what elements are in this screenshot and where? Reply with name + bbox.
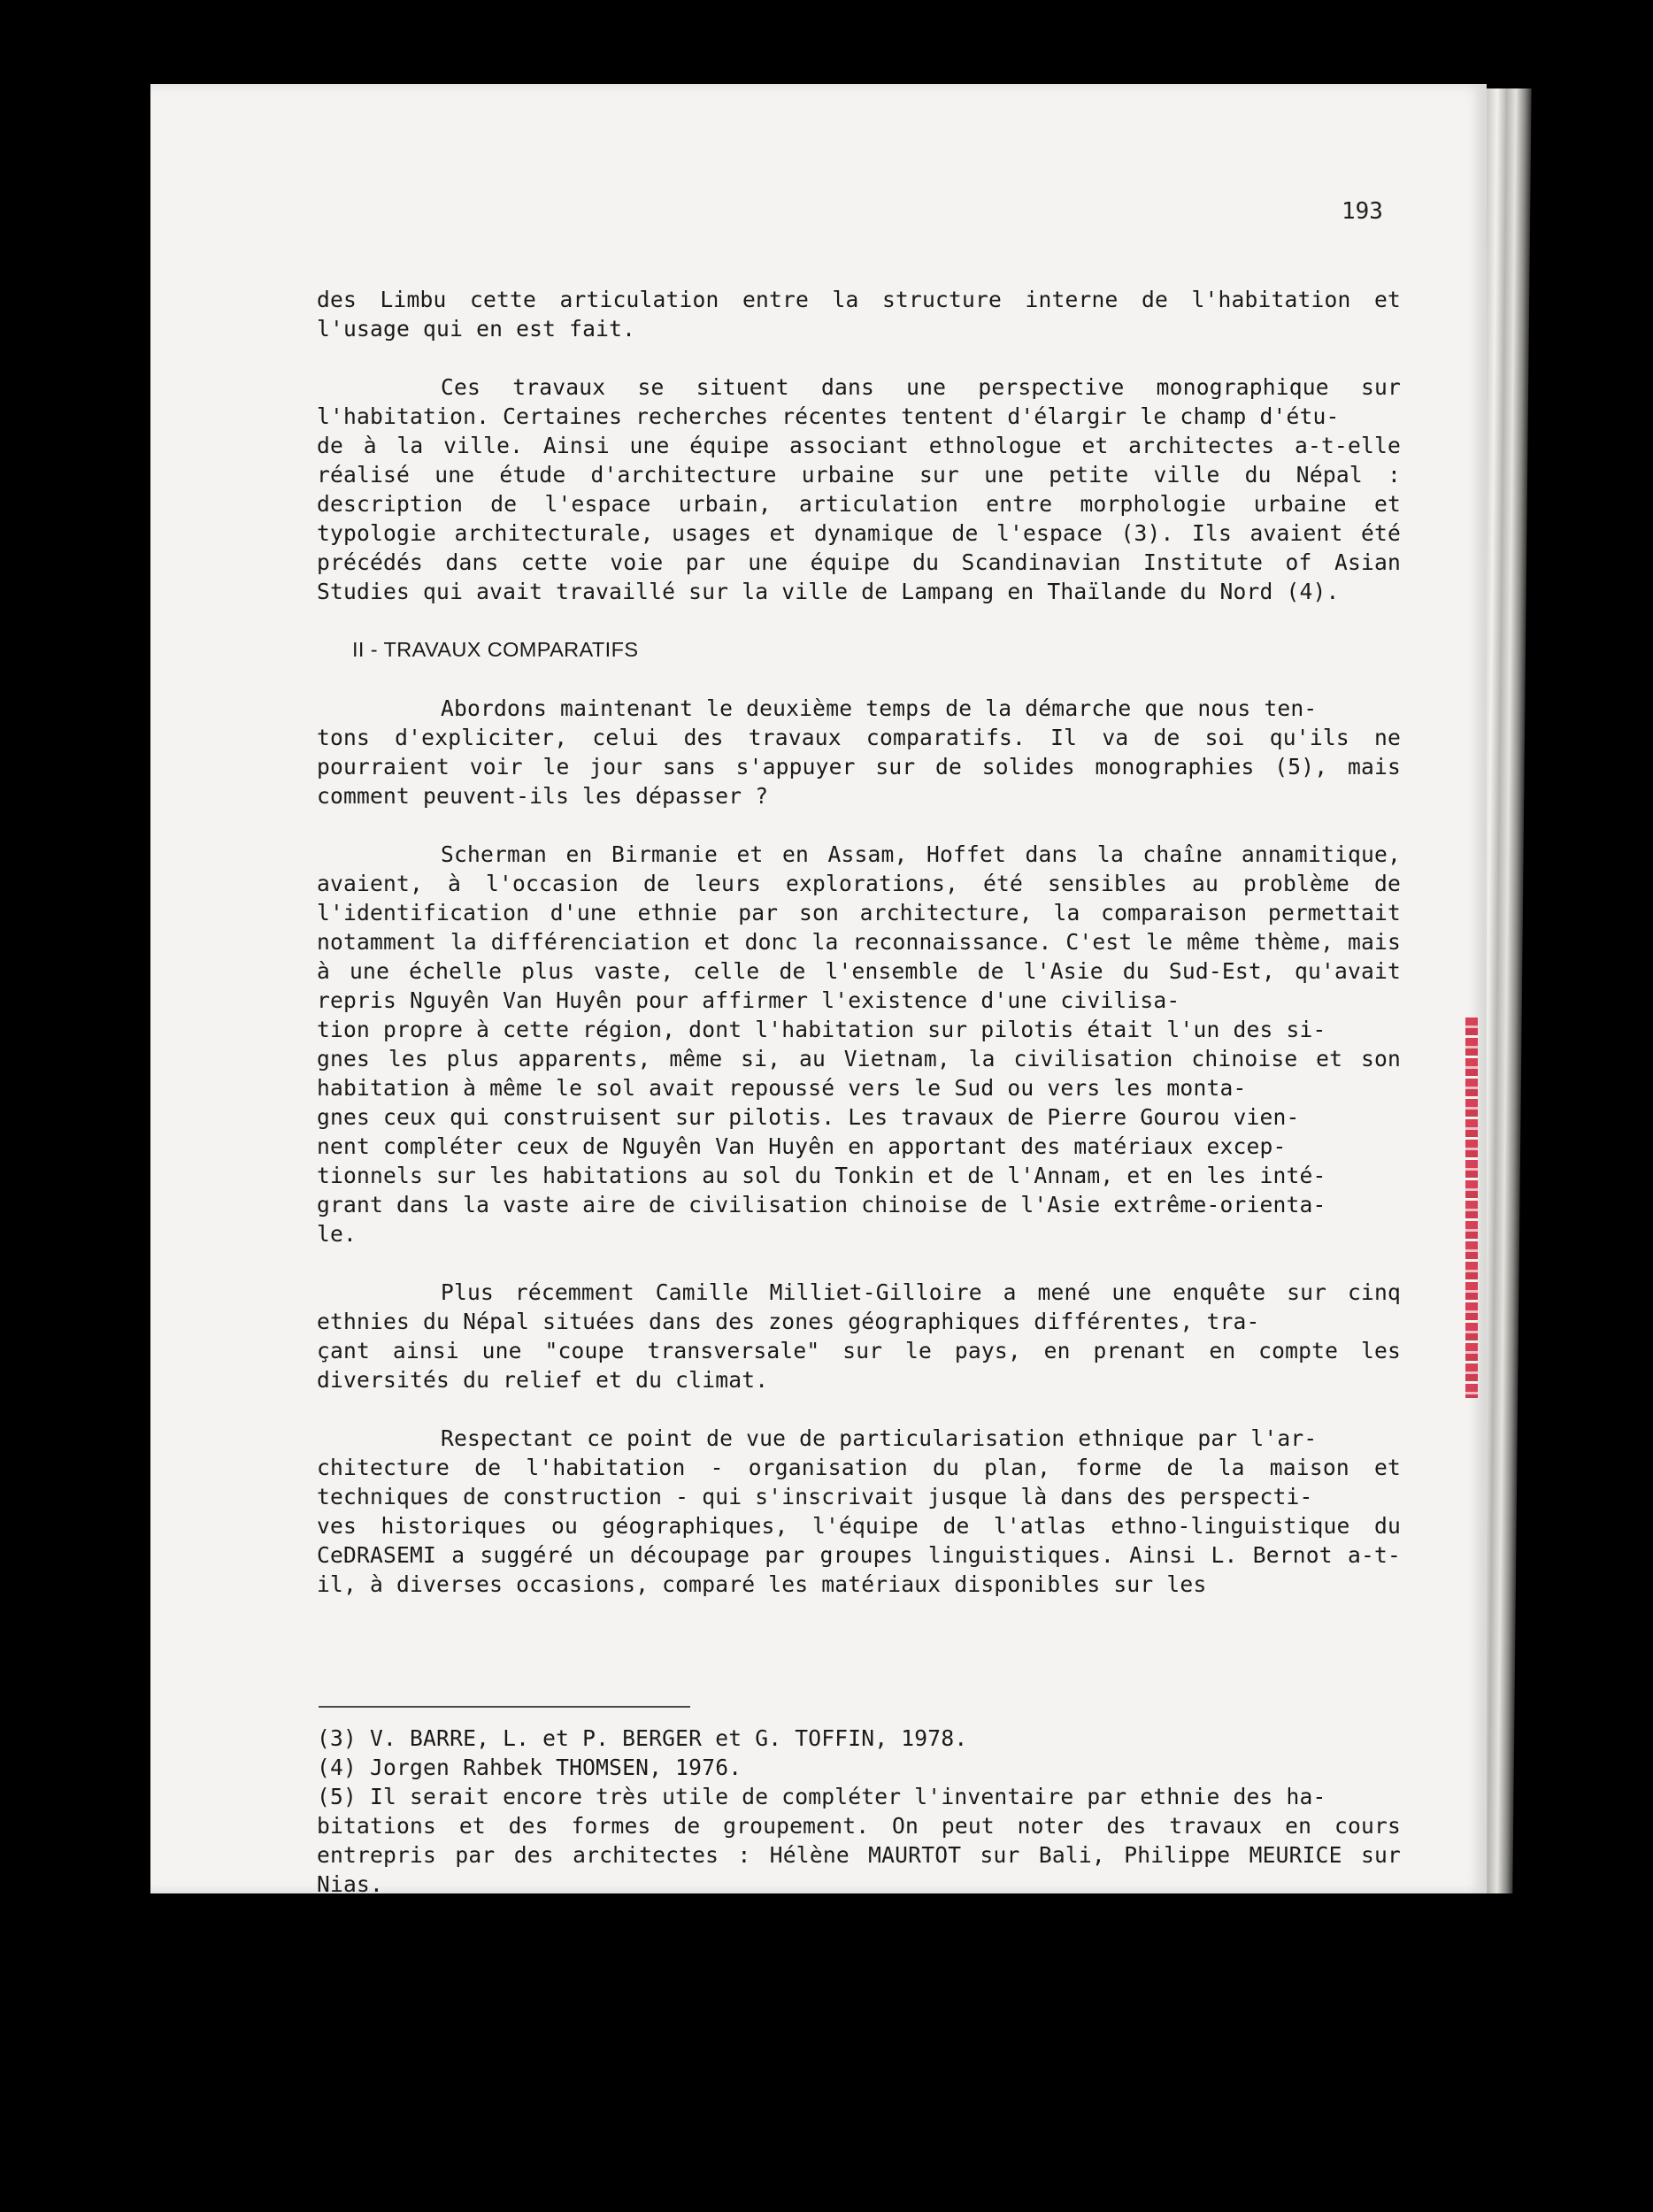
footnote-divider: [319, 1706, 690, 1708]
paragraph-1: des Limbu cette articulation entre la structure interne de l'habitation et l'usage qui en est fait.: [317, 287, 1401, 342]
paragraph-3: Abordons maintenant le deuxième temps de la démarche que nous ten- tons d'expliciter, celui des travaux comparatifs. Il va de soi qu'ils ne pourraient voir le jour sans s'appuyer sur de solides monographies (5), mais comment peuvent-ils les dépasser ?: [317, 695, 1401, 809]
footnote-4: (4) Jorgen Rahbek THOMSEN, 1976.: [317, 1755, 742, 1780]
footnote-5: (5) Il serait encore très utile de compléter l'inventaire par ethnie des ha- bitations et des formes de groupement. On peut noter des travaux en cours entrepris par des architectes : Hélène MAURTOT sur Bali, Philippe MEURICE sur Nias.: [317, 1784, 1401, 1897]
red-margin-mark: [1465, 1018, 1478, 1398]
footnotes: [317, 1724, 1401, 1899]
paragraph-6: Respectant ce point de vue de particularisation ethnique par l'ar- chitecture de l'habitation - organisation du plan, forme de la maison et techniques de construction - qui s'inscrivait jusque là dans des perspecti- ves historiques ou géographiques, l'équipe de l'atlas ethno-linguistique du CeDRASEMI a suggéré un découpage par groupes linguistiques. Ainsi L. Bernot a-t-il, à diverses occasions, comparé les matériaux disponibles sur les: [317, 1425, 1401, 1597]
paragraph-5: Plus récemment Camille Milliet-Gilloire a mené une enquête sur cinq ethnies du Népal situées dans des zones géographiques différentes, tra- çant ainsi une "coupe transversale" sur le pays, en prenant en compte les diversités du relief et du climat.: [317, 1279, 1401, 1393]
section-heading: II - TRAVAUX COMPARATIFS: [352, 638, 639, 661]
page-number: 193: [1342, 198, 1383, 225]
paragraph-2: Ces travaux se situent dans une perspective monographique sur l'habitation. Certaines recherches récentes tentent d'élargir le champ d'étu- de à la ville. Ainsi une équipe associant ethnologue et architectes a-t-elle réalisé une étude d'architecture urbaine sur une petite ville du Népal : description de l'espace urbain, articulation entre morphologie urbaine et typologie architecturale, usages et dynamique de l'espace (3). Ils avaient été précédés dans cette voie par une équipe du Scandinavian Institute of Asian Studies qui avait travaillé sur la ville de Lampang en Thaïlande du Nord (4).: [317, 374, 1401, 604]
footnote-3: (3) V. BARRE, L. et P. BERGER et G. TOFFIN, 1978.: [317, 1725, 968, 1751]
body-text: [317, 285, 1401, 1599]
paragraph-4: Scherman en Birmanie et en Assam, Hoffet dans la chaîne annamitique, avaient, à l'occasion de leurs explorations, été sensibles au problème de l'identification d'une ethnie par son architecture, la comparaison permettait notamment la différenciation et donc la reconnaissance. C'est le même thème, mais à une échelle plus vaste, celle de l'ensemble de l'Asie du Sud-Est, qu'avait repris Nguyên Van Huyên pour affirmer l'existence d'une civilisa- tion propre à cette région, dont l'habitation sur pilotis était l'un des si- gnes les plus apparents, même si, au Vietnam, la civilisation chinoise et son habitation à même le sol avait repoussé vers le Sud ou vers les monta- gnes ceux qui construisent sur pilotis. Les travaux de Pierre Gourou vien- nent compléter ceux de Nguyên Van Huyên en apportant des matériaux excep- tionnels sur les habitations au sol du Tonkin et de l'Annam, et en les inté- grant dans la vaste aire de civilisation chinoise de l'Asie extrême-orienta- le.: [317, 841, 1401, 1247]
